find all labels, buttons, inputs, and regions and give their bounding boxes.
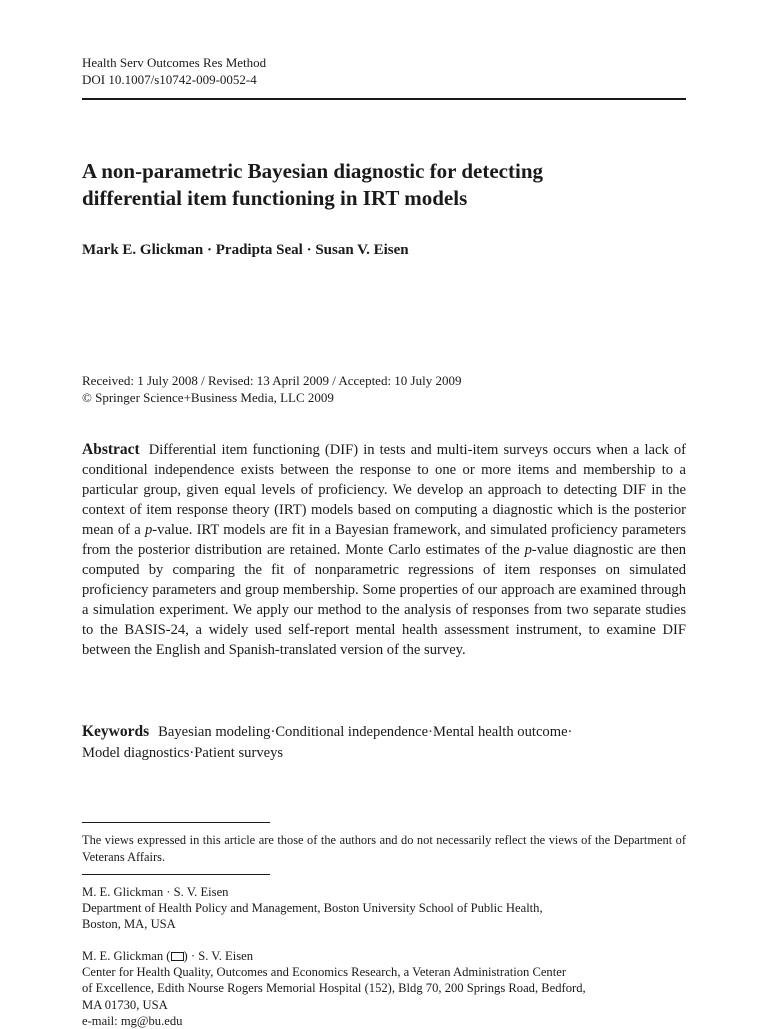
copyright-notice: © Springer Science+Business Media, LLC 2009 (82, 390, 334, 405)
journal-header (82, 54, 266, 88)
affiliation-2-line-3: MA 01730, USA (82, 997, 168, 1012)
keyword-item: Bayesian modeling (158, 724, 271, 740)
author-separator: · (190, 949, 196, 963)
keyword-separator: · (270, 724, 276, 740)
corresponding-author-close: ) (183, 949, 188, 963)
keyword-item: Conditional independence (275, 724, 429, 740)
received-revised-accepted-dates: Received: 1 July 2008 / Revised: 13 April 2009 / Accepted: 10 July 2009 (82, 373, 462, 388)
header-rule (82, 98, 686, 100)
corresponding-author-name: M. E. Glickman ( (82, 949, 171, 963)
affiliation-2-line-1: Center for Health Quality, Outcomes and Economics Research, a Veteran Administration Center (82, 965, 567, 980)
abstract-text-2: -value. IRT models are fit in a Bayesian framework, and simulated proficiency parameters from the posterior distribution are retained. Monte Carlo estimates of the (82, 522, 686, 558)
coauthor-name: S. V. Eisen (198, 949, 254, 963)
abstract-label: Abstract (82, 441, 140, 458)
author-list: Mark E. Glickman · Pradipta Seal · Susan V. Eisen (82, 242, 409, 258)
author-email: e-mail: mg@bu.edu (82, 1013, 183, 1028)
keyword-item: Mental health outcome (433, 724, 568, 740)
title-line-1: A non-parametric Bayesian diagnostic for detecting (82, 159, 543, 183)
keyword-separator: · (428, 724, 433, 740)
keyword-item: Patient surveys (194, 744, 284, 761)
affiliation-2-authors (82, 948, 686, 964)
disclaimer-footnote: The views expressed in this article are those of the authors and do not necessarily reflect the views of the Department of Veterans Affairs. (82, 833, 686, 864)
abstract-p-italic-1: p (145, 522, 153, 538)
affiliation-1-line-1: Department of Health Policy and Management, Boston University School of Public Health, (82, 901, 543, 916)
affiliation-1-line-2: Boston, MA, USA (82, 917, 176, 932)
footnote-rule (82, 822, 270, 823)
envelope-icon (171, 952, 184, 961)
keyword-separator: · (189, 744, 195, 761)
abstract-text-3: -value diagnostic are then computed by comparing the fit of nonparametric regressions of item responses on simulated proficiency parameters and group membership. Some properties of our approach are examined through a simulation experiment. We apply our method to the analysis of responses from two separate studies to the BASIS-24, a widely used self-report mental health assessment instrument, to examine DIF between the English and Spanish-translated version of the survey. (82, 542, 686, 658)
article-title (82, 158, 686, 212)
abstract-p-italic-2: p (524, 542, 532, 558)
affiliation-2 (82, 948, 686, 1029)
title-line-2: differential item functioning in IRT models (82, 186, 468, 210)
affiliation-rule (82, 874, 270, 875)
keyword-item: Model diagnostics (82, 744, 190, 761)
abstract-text-1: Differential item functioning (DIF) in tests and multi-item surveys occurs when a lack of conditional independence exists between the response to one or more items and membership to a particular group, given equal levels of proficiency. We develop an approach to detecting DIF in the context of item response theory (IRT) models based on computing a diagnostic which is the posterior mean of a (82, 442, 686, 538)
affiliation-1-authors: M. E. Glickman · S. V. Eisen (82, 885, 229, 899)
journal-name: Health Serv Outcomes Res Method (82, 55, 267, 70)
keywords (82, 722, 686, 763)
affiliation-1 (82, 884, 686, 933)
keywords-label: Keywords (82, 723, 150, 740)
abstract (82, 440, 686, 660)
publication-history (82, 372, 461, 406)
affiliation-2-line-2: of Excellence, Edith Nourse Rogers Memorial Hospital (152), Bldg 70, 200 Springs Road, Bedford, (82, 981, 586, 996)
keyword-separator: · (567, 724, 573, 740)
doi: DOI 10.1007/s10742-009-0052-4 (82, 72, 257, 87)
